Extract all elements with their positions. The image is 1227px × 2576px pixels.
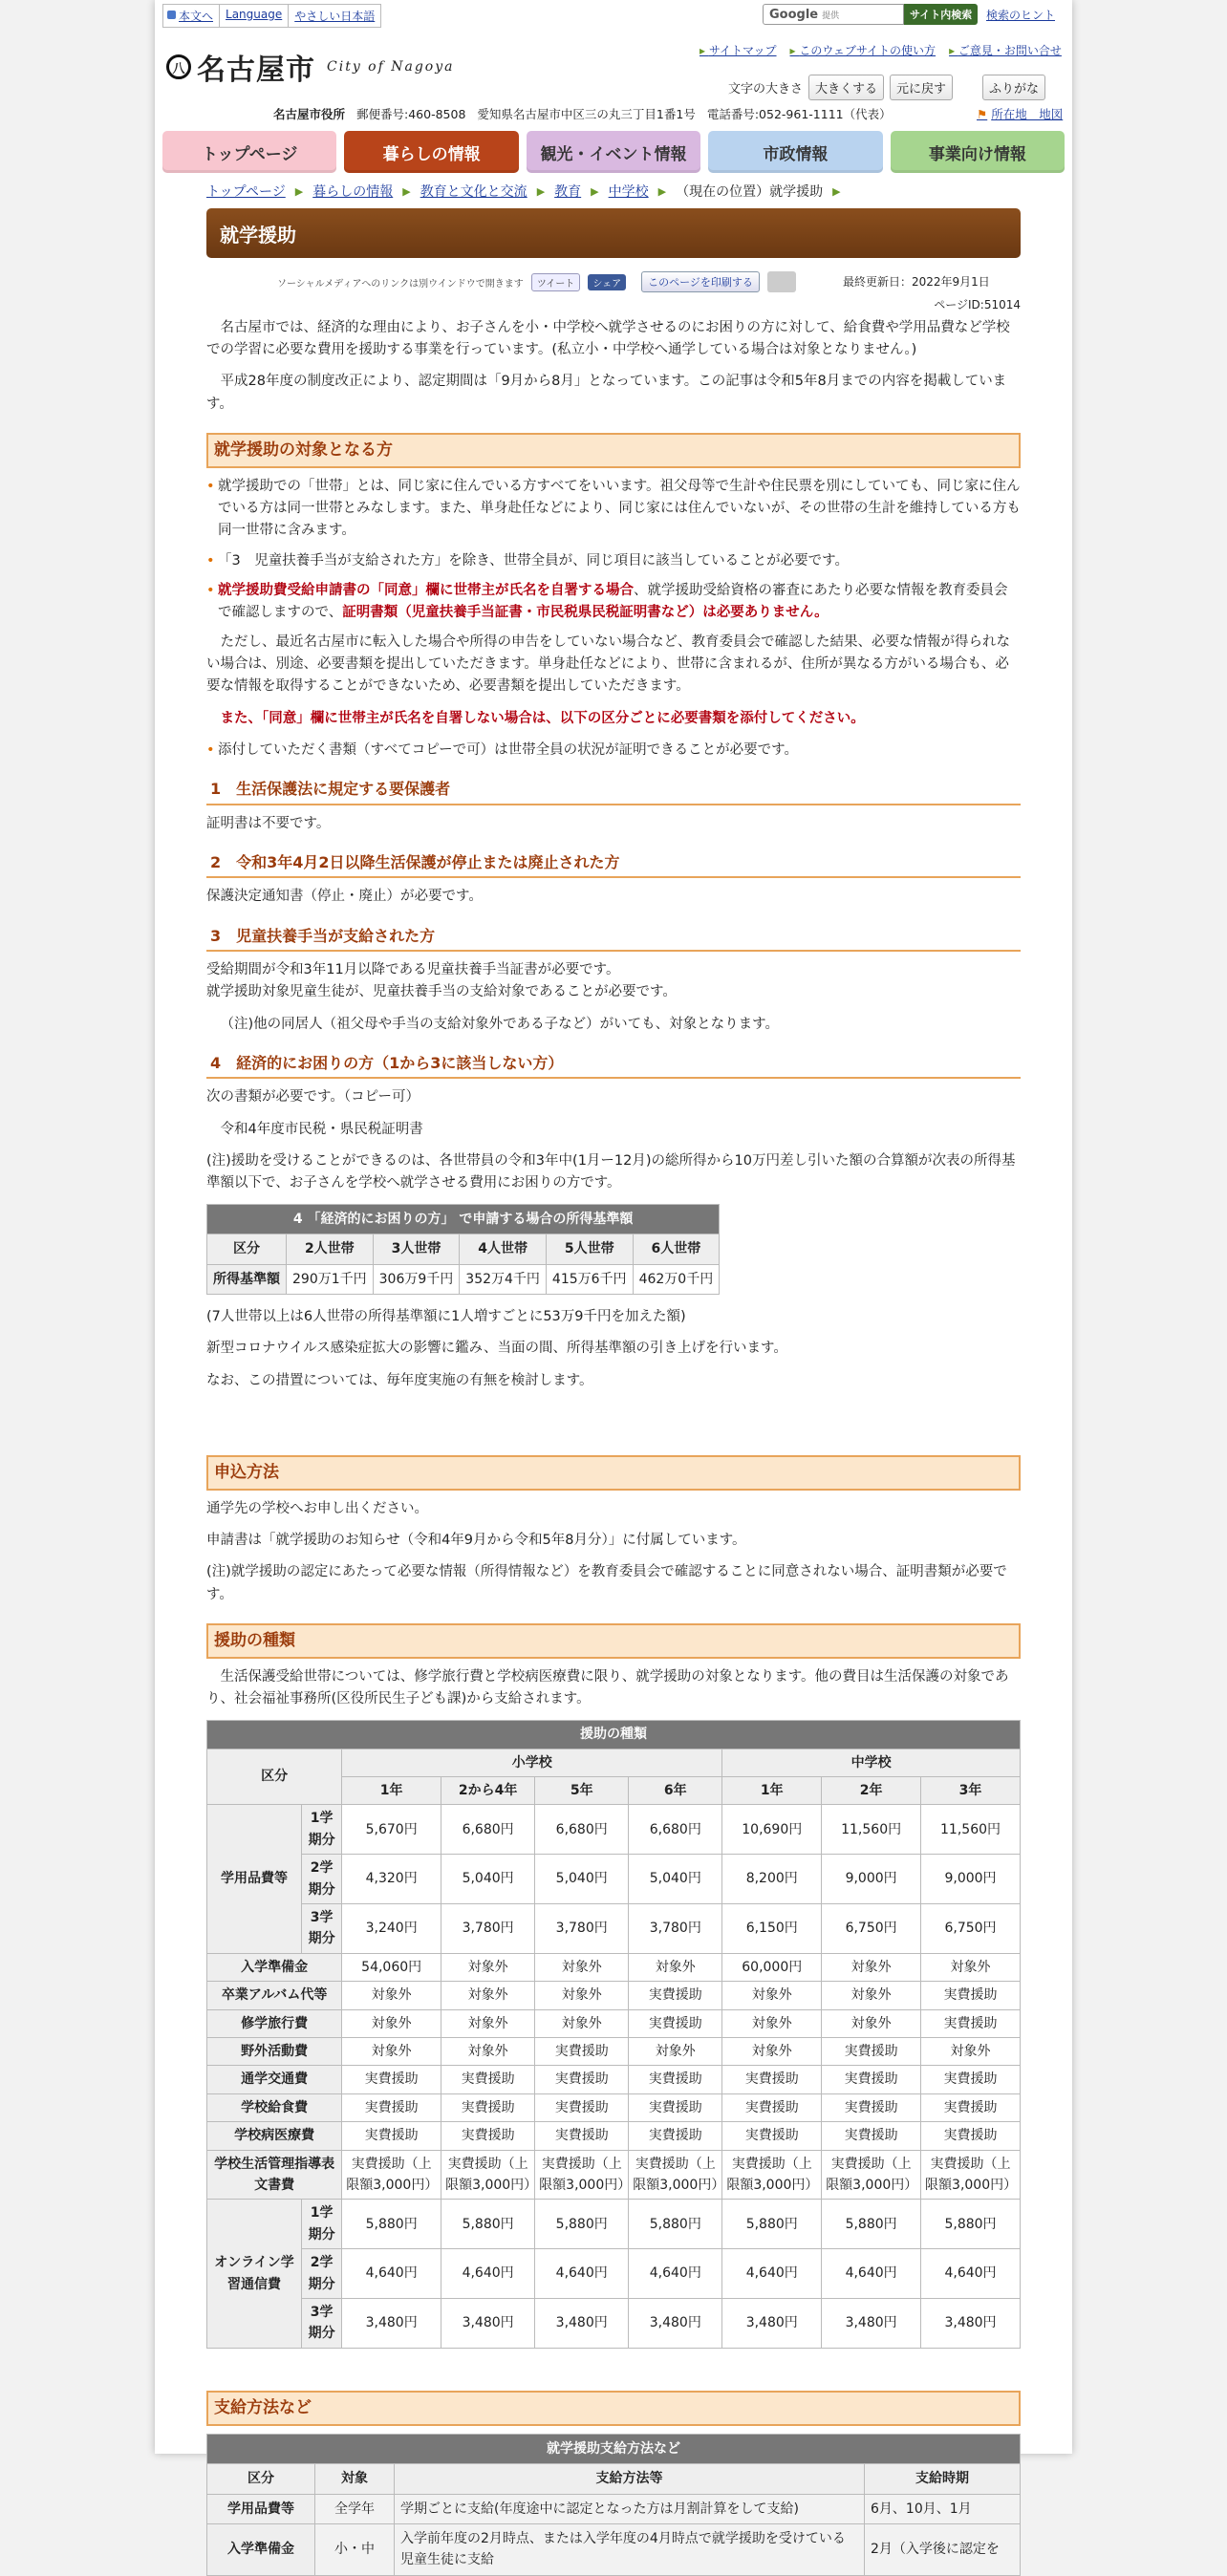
table-header: 1年 <box>722 1777 822 1805</box>
body-text: 、就学援助受給資格の審査にあたり必要な情報を教育委員会で確認しますので、 <box>218 582 1008 620</box>
table-cell: 実費援助 <box>921 2093 1021 2121</box>
table-cell: 3,780円 <box>629 1904 722 1954</box>
table-cell: 実費援助 <box>921 2009 1021 2037</box>
body-line: 就学援助対象児童生徒が、児童扶養手当の支給対象であることが必要です。 <box>206 984 677 1000</box>
table-cell: 5,880円 <box>342 2200 441 2249</box>
breadcrumb-link[interactable]: トップページ <box>206 184 286 200</box>
site-search <box>763 4 978 25</box>
table-row-header: 学校生活管理指導表文書費 <box>207 2150 342 2200</box>
list-item <box>206 580 1021 624</box>
table-cell: 実費援助 <box>722 2122 822 2150</box>
table-cell: 実費援助 <box>535 2093 629 2121</box>
body-paragraph: 次の書類が必要です。（コピー可） <box>206 1089 420 1106</box>
table-row <box>207 2200 1021 2249</box>
table-cell: 10,690円 <box>722 1805 822 1855</box>
table-cell: 5,880円 <box>535 2200 629 2249</box>
table-caption: 就学援助支給方法など <box>207 2434 1021 2463</box>
table-cell: 11,560円 <box>822 1805 921 1855</box>
table-row <box>207 2122 1021 2150</box>
table-cell: 実費援助 <box>535 2037 629 2065</box>
aid-types-table <box>206 1720 1021 2348</box>
table-row <box>207 2066 1021 2093</box>
table-cell: 対象外 <box>822 1982 921 2009</box>
table-row <box>207 2150 1021 2200</box>
table-cell: 対象外 <box>441 1982 535 2009</box>
map-link[interactable]: ⚑ 所在地 地図 <box>977 105 1063 122</box>
table-row-header: 所得基準額 <box>207 1264 287 1294</box>
tab-tourism-events[interactable]: 観光・イベント情報 <box>527 131 700 173</box>
font-size-controls <box>728 75 953 100</box>
table-cell: 6,680円 <box>535 1805 629 1855</box>
table-cell: 対象外 <box>722 2037 822 2065</box>
table-cell: 462万0千円 <box>633 1264 720 1294</box>
table-cell: 6,680円 <box>441 1805 535 1855</box>
table-cell: 5,880円 <box>441 2200 535 2249</box>
table-cell: 6,150円 <box>722 1904 822 1954</box>
table-cell: 306万9千円 <box>373 1264 460 1294</box>
printer-icon <box>767 271 796 292</box>
table-cell: 5,040円 <box>629 1855 722 1904</box>
social-note: ソーシャルメディアへのリンクは別ウインドウで開きます <box>277 278 524 290</box>
breadcrumb <box>206 182 841 201</box>
body-paragraph: 通学先の学校へお申し出ください。 <box>206 1500 428 1516</box>
table-cell: 実費援助 <box>629 2093 722 2121</box>
table-cell: 4,640円 <box>722 2249 822 2299</box>
table-cell: 6,750円 <box>921 1904 1021 1954</box>
tweet-button[interactable]: ツイート <box>531 273 581 291</box>
body-paragraph: 証明書は不要です。 <box>206 815 331 831</box>
table-cell: 9,000円 <box>822 1855 921 1904</box>
body-paragraph: なお、この措置については、毎年度実施の有無を検討します。 <box>206 1372 593 1388</box>
note-paragraph: (注)就学援助の認定にあたって必要な情報（所得情報など）を教育委員会で確認することに同意されない場合、証明書類が必要です。 <box>206 1564 1007 1602</box>
phone-text: 電話番号:052-961-1111（代表） <box>706 107 892 121</box>
list-item: • 就学援助での「世帯」とは、同じ家に住んでいる方すべてをいいます。祖父母等で生計や住民票を別にしていても、同じ家に住んでいる方は同一世帯とみなします。また、単身赴任などにより、同じ家には住んでいないが、その世帯の生計を維持している方も同一世帯に含みます。 <box>206 476 1021 543</box>
list-item: • 「3 児童扶養手当が支給された方」を除き、世帯全員が、同じ項目に該当していることが必要です。 <box>206 550 1021 572</box>
table-cell: 3,780円 <box>441 1904 535 1954</box>
section-heading-kinds: 援助の種類 <box>206 1623 1021 1659</box>
table-cell: 実費援助 <box>342 2066 441 2093</box>
section-heading-apply: 申込方法 <box>206 1455 1021 1491</box>
table-cell: 対象外 <box>722 2009 822 2037</box>
table-cell: 54,060円 <box>342 1953 441 1981</box>
furigana-button[interactable]: ふりがな <box>982 75 1045 100</box>
table-row <box>207 1855 1021 1904</box>
page-title: 就学援助 <box>206 208 1021 258</box>
table-cell: 5,670円 <box>342 1805 441 1855</box>
table-cell: 3,240円 <box>342 1904 441 1954</box>
main-content <box>206 317 1021 2576</box>
tab-living-info[interactable]: 暮らしの情報 <box>344 131 518 173</box>
breadcrumb-link[interactable]: 中学校 <box>608 184 649 200</box>
section-heading-target: 就学援助の対象となる方 <box>206 433 1021 468</box>
table-cell: 実費援助 <box>822 2122 921 2150</box>
table-cell: 実費援助 <box>822 2037 921 2065</box>
breadcrumb-arrow-icon: ▶ <box>294 184 304 198</box>
sitemap-link[interactable]: ▸ サイトマップ <box>700 42 777 58</box>
table-cell: 3,480円 <box>921 2298 1021 2348</box>
table-cell: 対象外 <box>629 2037 722 2065</box>
table-header: 2から4年 <box>441 1777 535 1805</box>
table-cell: 実費援助（上限額3,000円） <box>441 2150 535 2200</box>
table-header: 4人世帯 <box>460 1234 547 1264</box>
tab-business[interactable]: 事業向け情報 <box>891 131 1065 173</box>
how-to-use-link[interactable]: ▸ このウェブサイトの使い方 <box>790 42 936 58</box>
table-cell: 290万1千円 <box>287 1264 374 1294</box>
note-paragraph: （注)他の同居人（祖父母や手当の支給対象外である子など）がいても、対象となります。 <box>220 1016 779 1032</box>
table-cell: 実費援助（上限額3,000円） <box>342 2150 441 2200</box>
provided-label: 提供 <box>822 11 840 21</box>
table-row-header: 通学交通費 <box>207 2066 342 2093</box>
table-row <box>207 1904 1021 1954</box>
table-header: 区分 <box>207 2464 315 2494</box>
table-cell: 実費援助 <box>535 2122 629 2150</box>
table-cell: 対象外 <box>342 2009 441 2037</box>
breadcrumb-arrow-icon: ▶ <box>657 184 667 198</box>
table-cell: 対象外 <box>722 1982 822 2009</box>
table-cell: 対象外 <box>441 1953 535 1981</box>
table-cell: 対象外 <box>441 2037 535 2065</box>
table-cell: 4,640円 <box>822 2249 921 2299</box>
table-cell: 対象外 <box>342 1982 441 2009</box>
table-cell: 実費援助 <box>441 2093 535 2121</box>
table-header: 5人世帯 <box>546 1234 633 1264</box>
table-header: 6人世帯 <box>633 1234 720 1264</box>
table-cell: 実費援助 <box>441 2066 535 2093</box>
table-cell: 6,680円 <box>629 1805 722 1855</box>
table-row <box>207 1982 1021 2009</box>
city-seal-icon: 八 <box>166 54 191 79</box>
table-cell: 6,750円 <box>822 1904 921 1954</box>
subsection-heading: 1 生活保護法に規定する要保護者 <box>206 775 1021 805</box>
table-row <box>207 2093 1021 2121</box>
font-reset-button[interactable]: 元に戻す <box>890 75 953 100</box>
intro-paragraph: 平成28年度の制度改正により、認定期間は「9月から8月」となっています。この記事は令和5年8月までの内容を掲載しています。 <box>206 374 1007 412</box>
table-cell: 5,880円 <box>722 2200 822 2249</box>
search-input[interactable] <box>763 4 904 25</box>
site-header <box>155 0 1072 126</box>
table-row-header: 入学準備金 <box>207 2524 315 2576</box>
table-cell: 実費援助（上限額3,000円） <box>722 2150 822 2200</box>
table-cell: 実費援助（上限額3,000円） <box>629 2150 722 2200</box>
table-cell: 3,780円 <box>535 1904 629 1954</box>
table-cell: 5,040円 <box>441 1855 535 1904</box>
table-cell: 対象外 <box>822 1953 921 1981</box>
table-cell: 4,640円 <box>441 2249 535 2299</box>
note-paragraph: (7人世帯以上は6人世帯の所得基準額に1人増すごとに53万9千円を加えた額) <box>206 1309 686 1325</box>
table-cell: 対象外 <box>535 2009 629 2037</box>
font-size-label: 文字の大きさ <box>728 82 804 97</box>
emphasis-text: 就学援助費受給申請書の「同意」欄に世帯主が氏名を自署する場合 <box>218 582 634 598</box>
intro-paragraph: 名古屋市では、経済的な理由により、お子さんを小・中学校へ就学させるのにお困りの方に対して、給食費や学用品費など学校での学習に必要な費用を援助する事業を行っています。(私立小・中学校へ通学している場合は対象となりません。) <box>206 320 1010 358</box>
table-cell: 4,320円 <box>342 1855 441 1904</box>
city-logo[interactable] <box>166 46 454 88</box>
breadcrumb-link[interactable]: 暮らしの情報 <box>312 184 394 200</box>
table-header: 支給時期 <box>865 2464 1021 2494</box>
body-paragraph: 生活保護受給世帯については、修学旅行費と学校病医療費に限り、就学援助の対象となります。他の費目は生活保護の対象であり、社会福祉事務所(区役所民生子ども課)から支給されます。 <box>206 1668 1009 1707</box>
table-row-header: 2学期分 <box>302 2249 342 2299</box>
table-cell: 2月（入学後に認定を <box>865 2524 1021 2576</box>
table-caption: 4 「経済的にお困りの方」 で申請する場合の所得基準額 <box>207 1205 720 1234</box>
body-paragraph: 令和4年度市民税・県民税証明書 <box>220 1121 423 1137</box>
skip-to-content-link[interactable]: 本文へ <box>163 5 220 27</box>
table-cell: 対象外 <box>342 2037 441 2065</box>
breadcrumb-current: （現在の位置）就学援助 <box>676 184 824 200</box>
subsection-heading: 4 経済的にお困りの方（1から3に該当しない方） <box>206 1049 1021 1080</box>
table-cell: 実費援助 <box>629 1982 722 2009</box>
table-cell: 5,880円 <box>822 2200 921 2249</box>
table-row-header: 修学旅行費 <box>207 2009 342 2037</box>
table-cell: 実費援助 <box>921 2066 1021 2093</box>
table-caption: 援助の種類 <box>207 1721 1021 1749</box>
table-header: 中学校 <box>722 1749 1021 1776</box>
social-bar <box>277 271 796 292</box>
table-cell: 実費援助 <box>921 1982 1021 2009</box>
table-cell: 実費援助 <box>722 2066 822 2093</box>
table-cell: 実費援助 <box>342 2093 441 2121</box>
table-header: 3人世帯 <box>373 1234 460 1264</box>
table-row <box>207 2494 1021 2523</box>
table-row-group: 学用品費等 <box>207 1805 302 1953</box>
city-office-address <box>273 105 892 122</box>
table-cell: 実費援助 <box>629 2009 722 2037</box>
breadcrumb-arrow-icon: ▶ <box>832 184 841 198</box>
logo-japanese: 名古屋市 <box>197 54 315 87</box>
table-cell: 5,040円 <box>535 1855 629 1904</box>
table-cell: 対象外 <box>921 2037 1021 2065</box>
table-cell: 3,480円 <box>441 2298 535 2348</box>
table-row-header: 1学期分 <box>302 2200 342 2249</box>
contact-link[interactable]: ▸ ご意見・お問い合せ <box>949 42 1062 58</box>
table-cell: 対象外 <box>921 1953 1021 1981</box>
table-cell: 実費援助 <box>722 2093 822 2121</box>
tab-top-page[interactable]: トップページ <box>162 131 336 173</box>
table-cell: 6月、10月、1月 <box>865 2494 1021 2523</box>
table-row-header: 野外活動費 <box>207 2037 342 2065</box>
table-cell: 実費援助 <box>822 2066 921 2093</box>
payment-table <box>206 2434 1021 2576</box>
table-row-header: 学校病医療費 <box>207 2122 342 2150</box>
table-header: 2人世帯 <box>287 1234 374 1264</box>
table-row-header: 3学期分 <box>302 1904 342 1954</box>
table-cell: 学期ごとに支給(年度途中に認定となった方は月割計算をして支給) <box>395 2494 865 2523</box>
table-cell: 8,200円 <box>722 1855 822 1904</box>
table-row <box>207 2524 1021 2576</box>
table-row-header: 3学期分 <box>302 2298 342 2348</box>
table-cell: 対象外 <box>629 1953 722 1981</box>
table-cell: 9,000円 <box>921 1855 1021 1904</box>
table-cell: 対象外 <box>822 2009 921 2037</box>
income-threshold-table <box>206 1204 720 1295</box>
body-line: 受給期間が令和3年11月以降である児童扶養手当証書が必要です。 <box>206 962 620 978</box>
postal-code: 郵便番号:460-8508 <box>356 107 466 121</box>
table-row-header: 学校給食費 <box>207 2093 342 2121</box>
table-header: 対象 <box>315 2464 395 2494</box>
table-cell: 4,640円 <box>921 2249 1021 2299</box>
table-header: 3年 <box>921 1777 1021 1805</box>
table-row <box>207 2009 1021 2037</box>
page <box>155 0 1072 2568</box>
body-paragraph: 新型コロナウイルス感染症拡大の影響に鑑み、当面の間、所得基準額の引き上げを行います。 <box>206 1341 787 1357</box>
breadcrumb-link[interactable]: 教育 <box>554 184 582 200</box>
table-cell: 352万4千円 <box>460 1264 547 1294</box>
table-row-header: 2学期分 <box>302 1855 342 1904</box>
logo-english: City of Nagoya <box>327 59 455 75</box>
table-cell: 対象外 <box>535 1953 629 1981</box>
body-paragraph: 保護決定通知書（停止・廃止）が必要です。 <box>206 889 483 905</box>
table-cell: 3,480円 <box>342 2298 441 2348</box>
table-cell: 実費援助 <box>441 2122 535 2150</box>
table-cell: 入学前年度の2月時点、または入学年度の4月時点で就学援助を受けている児童生徒に支給 <box>395 2524 865 2576</box>
table-cell: 実費援助（上限額3,000円） <box>921 2150 1021 2200</box>
body-paragraph: ただし、最近名古屋市に転入した場合や所得の申告をしていない場合など、教育委員会で確認した結果、必要な情報が得られない場合は、別途、必要書類を提出していただきます。単身赴任などにより、世帯に含まれるが、住所が異なる方がいる場合も、必要な情報を取得することができないため、必要書類を提出していただきます。 <box>206 634 1010 695</box>
table-header: 区分 <box>207 1234 287 1264</box>
skip-links <box>162 4 381 28</box>
emphasis-text: 証明書類（児童扶養手当証書・市民税県民税証明書など）は必要ありません。 <box>342 604 829 620</box>
table-row-header: 入学準備金 <box>207 1953 342 1981</box>
table-cell: 小・中 <box>315 2524 395 2576</box>
note-paragraph: (注)援助を受けることができるのは、各世帯員の令和3年中(1月ー12月)の総所得から10万円差し引いた額の合算額が次表の所得基準額以下で、お子さんを学校へ就学させる費用にお困りの方です。 <box>206 1152 1016 1191</box>
table-cell: 4,640円 <box>629 2249 722 2299</box>
table-cell: 実費援助 <box>342 2122 441 2150</box>
table-row-header: 卒業アルバム代等 <box>207 1982 342 2009</box>
table-cell: 5,880円 <box>921 2200 1021 2249</box>
breadcrumb-link[interactable]: 教育と文化と交流 <box>420 184 527 200</box>
table-cell: 3,480円 <box>629 2298 722 2348</box>
breadcrumb-arrow-icon: ▶ <box>402 184 411 198</box>
table-cell: 3,480円 <box>822 2298 921 2348</box>
table-cell: 60,000円 <box>722 1953 822 1981</box>
table-row <box>207 1805 1021 1855</box>
subsection-heading: 3 児童扶養手当が支給された方 <box>206 922 1021 953</box>
google-label: Google <box>769 7 819 22</box>
office-name: 名古屋市役所 <box>273 107 346 121</box>
section-heading-payment: 支給方法など <box>206 2391 1021 2426</box>
list-item: • 添付していただく書類（すべてコピーで可）は世帯全員の状況が証明できることが必要です。 <box>206 740 1021 762</box>
table-header: 支給方法等 <box>395 2464 865 2494</box>
table-cell: 実費援助 <box>921 2122 1021 2150</box>
facebook-share-button[interactable]: シェア <box>588 274 626 290</box>
table-row <box>207 2037 1021 2065</box>
tab-city-admin[interactable]: 市政情報 <box>708 131 882 173</box>
site-search-button[interactable]: サイト内検索 <box>904 4 978 25</box>
address-text: 愛知県名古屋市中区三の丸三丁目1番1号 <box>477 107 696 121</box>
font-larger-button[interactable]: 大きくする <box>808 75 884 100</box>
table-header: 1年 <box>342 1777 441 1805</box>
table-cell: 11,560円 <box>921 1805 1021 1855</box>
table-cell: 全学年 <box>315 2494 395 2523</box>
breadcrumb-arrow-icon: ▶ <box>591 184 599 198</box>
table-row <box>207 1953 1021 1981</box>
table-cell: 実費援助 <box>629 2122 722 2150</box>
table-cell: 3,480円 <box>535 2298 629 2348</box>
table-cell: 対象外 <box>441 2009 535 2037</box>
body-paragraph: 申請書は「就学援助のお知らせ（令和4年9月から令和5年8月分）」に付属しています。 <box>206 1533 746 1549</box>
table-cell: 4,640円 <box>535 2249 629 2299</box>
table-cell: 対象外 <box>535 1982 629 2009</box>
table-cell: 実費援助 <box>629 2066 722 2093</box>
table-cell: 4,640円 <box>342 2249 441 2299</box>
table-header: 区分 <box>207 1749 342 1805</box>
table-cell: 実費援助（上限額3,000円） <box>535 2150 629 2200</box>
table-cell: 実費援助（上限額3,000円） <box>822 2150 921 2200</box>
search-help-link[interactable]: 検索のヒント <box>986 9 1056 22</box>
last-updated: 最終更新日：2022年9月1日 <box>843 275 990 289</box>
table-row <box>207 2298 1021 2348</box>
table-header: 5年 <box>535 1777 629 1805</box>
breadcrumb-arrow-icon: ▶ <box>536 184 546 198</box>
emphasis-paragraph: また、「同意」欄に世帯主が氏名を自署しない場合は、以下の区分ごとに必要書類を添付してください。 <box>220 710 865 726</box>
table-cell: 5,880円 <box>629 2200 722 2249</box>
table-header: 6年 <box>629 1777 722 1805</box>
table-row <box>207 2249 1021 2299</box>
page-id: ページID:51014 <box>934 298 1021 311</box>
table-cell: 実費援助 <box>535 2066 629 2093</box>
table-cell: 3,480円 <box>722 2298 822 2348</box>
table-row-header: 学用品費等 <box>207 2494 315 2523</box>
easy-japanese-link[interactable]: やさしい日本語 <box>294 10 376 23</box>
table-row-group: オンライン学習通信費 <box>207 2200 302 2348</box>
language-link[interactable]: Language <box>220 5 289 27</box>
print-button[interactable]: このページを印刷する <box>641 271 760 292</box>
table-cell: 415万6千円 <box>546 1264 633 1294</box>
table-row-header: 1学期分 <box>302 1805 342 1855</box>
table-header: 小学校 <box>342 1749 722 1776</box>
table-header: 2年 <box>822 1777 921 1805</box>
utility-links <box>700 42 1062 58</box>
global-nav <box>162 131 1065 173</box>
subsection-heading: 2 令和3年4月2日以降生活保護が停止または廃止された方 <box>206 848 1021 879</box>
table-cell: 実費援助 <box>822 2093 921 2121</box>
